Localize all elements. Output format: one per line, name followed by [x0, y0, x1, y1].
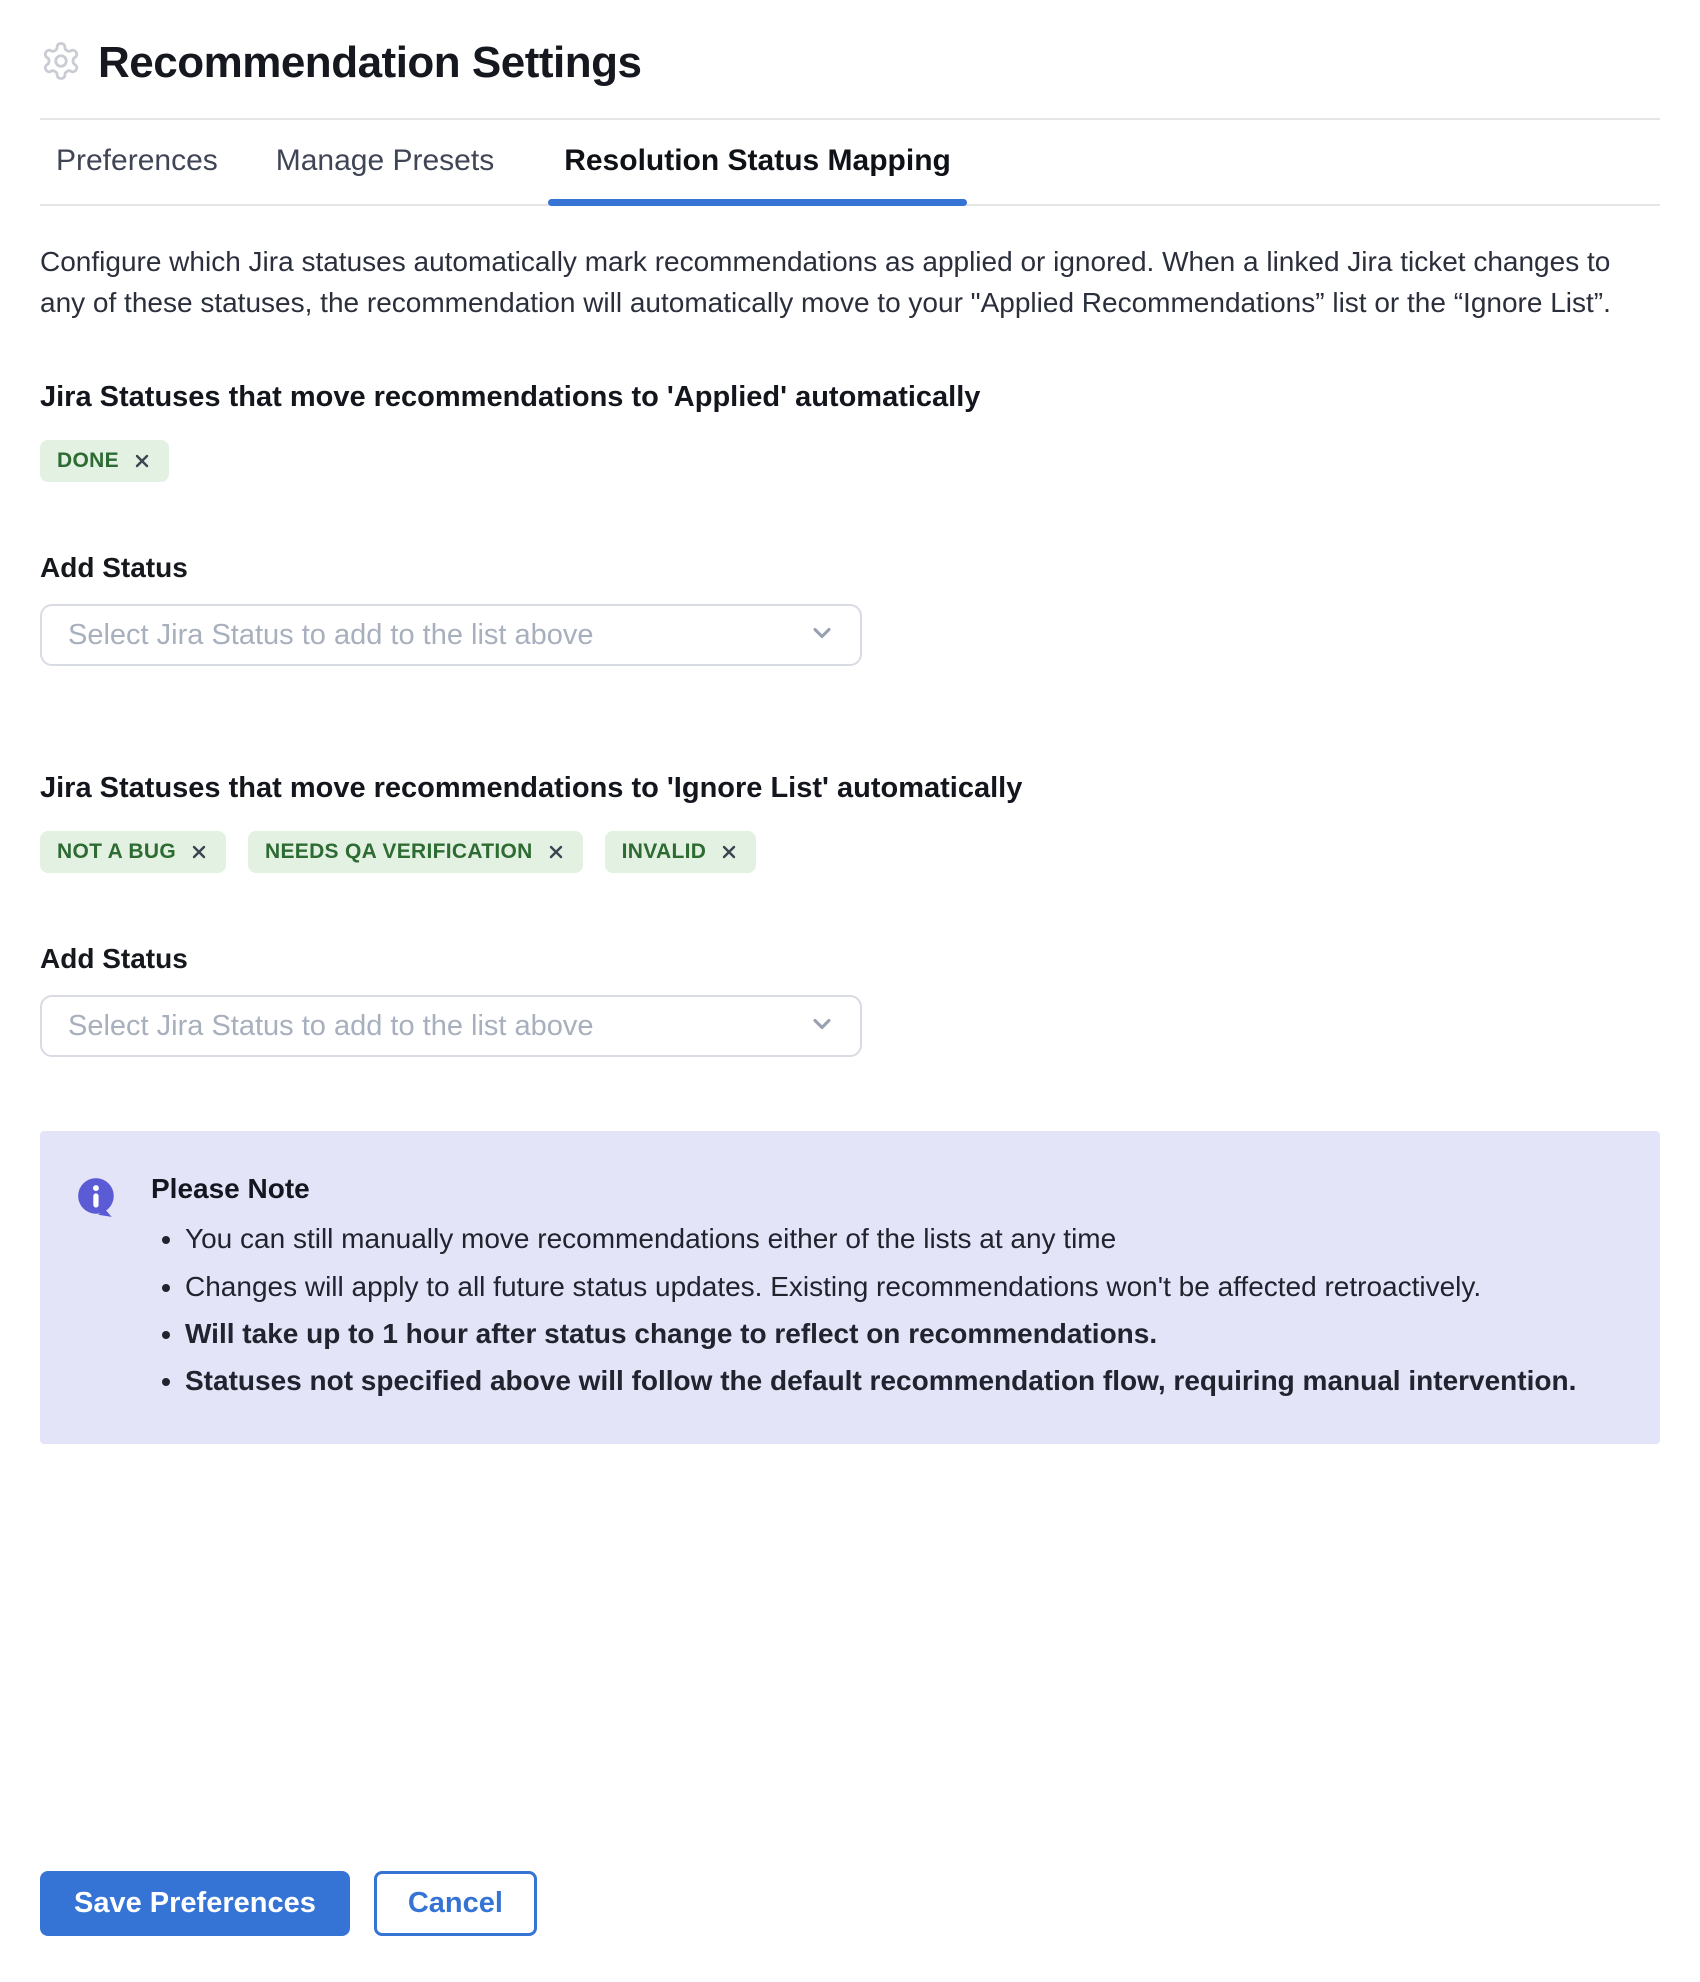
status-chip-needs-qa-verification — [248, 831, 583, 873]
gear-icon — [40, 40, 82, 87]
info-icon — [75, 1175, 119, 1224]
ignore-add-status-label: Add Status — [40, 943, 188, 975]
tab-manage-presets[interactable]: Manage Presets — [275, 144, 495, 177]
note-bullet: • Will take up to 1 hour after status change to reflect on recommendations. — [185, 1316, 1576, 1352]
remove-status-icon[interactable] — [719, 842, 739, 862]
note-bullet: • Changes will apply to all future status updates. Existing recommendations won't be affected retroactively. — [185, 1269, 1576, 1305]
remove-status-icon[interactable] — [132, 451, 152, 471]
ignore-section-heading: Jira Statuses that move recommendations to 'Ignore List' automatically — [40, 772, 1023, 805]
ignore-chips-row — [40, 831, 1660, 873]
chip-label: NOT A BUG — [57, 840, 176, 864]
please-note-callout — [40, 1131, 1660, 1444]
note-bullet: • Statuses not specified above will follow the default recommendation flow, requiring manual intervention. — [185, 1363, 1576, 1399]
chip-label: INVALID — [621, 840, 707, 864]
note-content — [151, 1173, 1576, 1400]
remove-status-icon[interactable] — [546, 842, 566, 862]
form-actions — [40, 1871, 1660, 1936]
page-description: Configure which Jira statuses automatically mark recommendations as applied or ignored. When a linked Jira ticket changes to any of these statuses, the recommendation will automatically move to your "Applied Recommendations” list or the “Ignore List”. — [40, 246, 1611, 318]
select-placeholder: Select Jira Status to add to the list above — [68, 618, 594, 651]
applied-section-heading: Jira Statuses that move recommendations to 'Applied' automatically — [40, 381, 981, 414]
cancel-button[interactable]: Cancel — [374, 1871, 537, 1936]
note-bullet: • You can still manually move recommendations either of the lists at any time — [185, 1221, 1576, 1257]
chevron-down-icon — [808, 1010, 836, 1043]
note-bullet-list — [151, 1221, 1576, 1400]
note-title: Please Note — [151, 1173, 310, 1205]
ignore-status-select[interactable] — [40, 995, 862, 1057]
status-chip-not-a-bug — [40, 831, 226, 873]
page-header — [40, 38, 1660, 88]
tab-preferences[interactable]: Preferences — [56, 144, 218, 177]
applied-add-status-label: Add Status — [40, 552, 188, 584]
applied-chips-row — [40, 440, 1660, 482]
chip-label: NEEDS QA VERIFICATION — [264, 840, 533, 864]
status-chip-done — [40, 440, 169, 482]
applied-status-select[interactable] — [40, 604, 862, 666]
settings-tab-bar — [40, 120, 1660, 206]
page-title: Recommendation Settings — [98, 38, 642, 87]
chevron-down-icon — [808, 619, 836, 652]
status-chip-invalid — [605, 831, 757, 873]
save-preferences-button[interactable]: Save Preferences — [40, 1871, 350, 1936]
tab-resolution-status-mapping[interactable]: Resolution Status Mapping — [548, 120, 967, 204]
chip-label: DONE — [57, 449, 119, 473]
remove-status-icon[interactable] — [189, 842, 209, 862]
select-placeholder: Select Jira Status to add to the list above — [68, 1009, 594, 1042]
